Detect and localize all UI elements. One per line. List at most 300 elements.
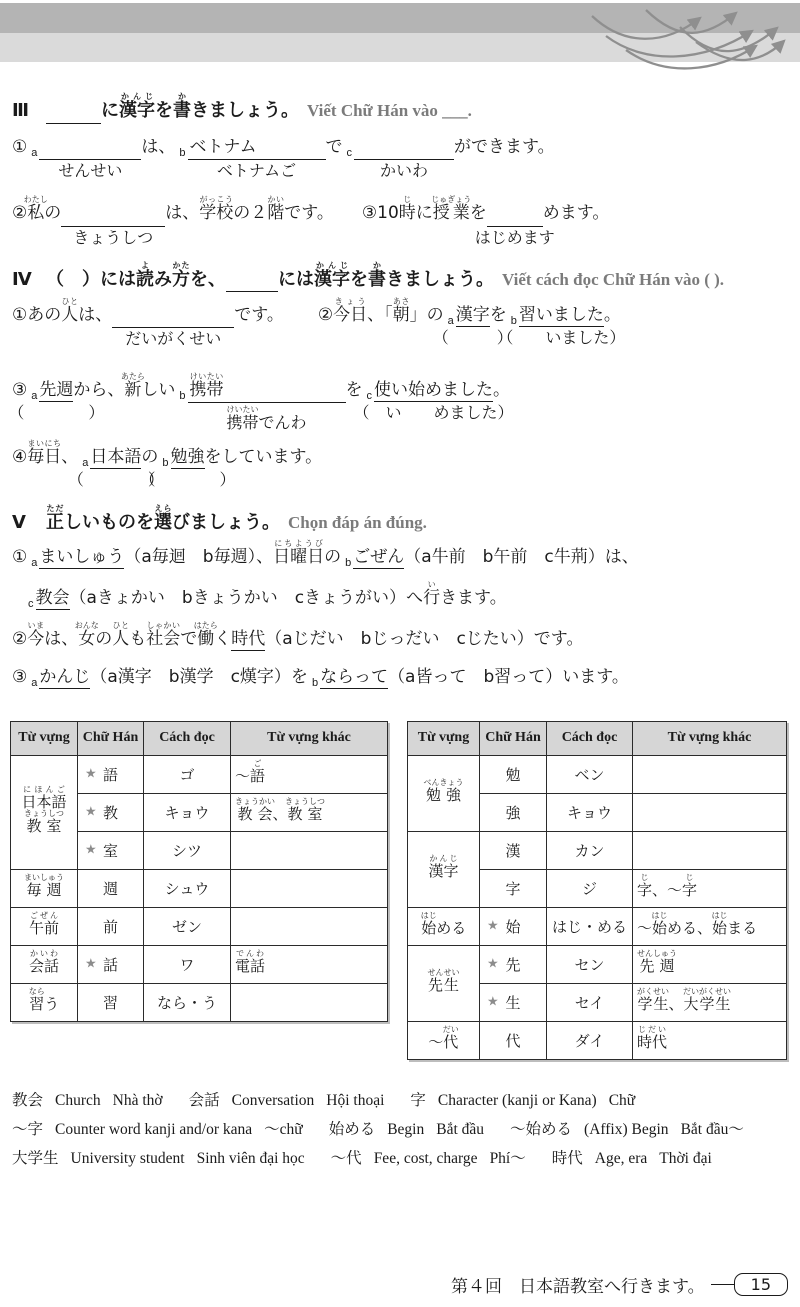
table-header-row xyxy=(408,721,787,755)
page-header-band xyxy=(0,0,800,62)
text-run: まいしゅう xyxy=(39,547,125,568)
kanji-cell: ★ 先 xyxy=(480,945,547,983)
answer-hint: （ ） xyxy=(432,328,513,348)
text-run: ② xyxy=(317,305,334,326)
text-run: ごぜん xyxy=(353,547,405,568)
item-letter: c xyxy=(346,146,352,159)
reading-cell: ワ xyxy=(144,945,231,983)
furigana: けいたい xyxy=(226,405,259,415)
section-subtitle-vietnamese: Chọn đáp án đúng. xyxy=(288,513,427,533)
fill-in-blank xyxy=(226,269,278,293)
text-run: の xyxy=(141,446,159,467)
text-run: きましょう。 xyxy=(386,268,494,290)
vocab-word-cell xyxy=(408,907,480,945)
kanji-cell: ★ 始 xyxy=(480,907,547,945)
column-header: Từ vựng xyxy=(11,721,78,755)
section-header xyxy=(12,88,788,124)
text-run: ② xyxy=(12,203,28,224)
section-subtitle-vietnamese: Viết Chữ Hán vào ___. xyxy=(307,101,472,120)
star-icon: ★ xyxy=(487,956,499,972)
furigana: はたら xyxy=(193,620,218,630)
footer-dash xyxy=(711,1284,735,1285)
text-run: の２ xyxy=(233,203,268,224)
kanji-cell: ★ 生 xyxy=(480,983,547,1021)
kanji-cell: ★ 教 xyxy=(78,793,144,831)
text-run: ④ xyxy=(12,446,28,467)
ruby-text: 階かい xyxy=(267,195,285,224)
other-vocab-cell xyxy=(633,1021,787,1059)
ruby-text: 読よ xyxy=(136,260,154,290)
ruby-text: 正ただ xyxy=(46,504,64,534)
furigana: ひと xyxy=(61,297,79,307)
ruby-text: 日曜日にちようび xyxy=(273,539,325,568)
ruby-text: 漢字かんじ xyxy=(314,260,350,290)
text-run: きます。 xyxy=(440,587,507,608)
glossary-line xyxy=(12,1146,788,1168)
ruby-text: 始はじ xyxy=(711,911,728,938)
text-run: 、 xyxy=(668,995,684,1014)
furigana: かんじ xyxy=(119,92,155,101)
glossary-term-jp: ～始める xyxy=(510,1119,573,1138)
other-vocab-cell xyxy=(633,869,787,907)
text-run: ①あの xyxy=(12,305,62,326)
ruby-text: 先週せんしゅう xyxy=(637,949,677,976)
ruby-text: 今日きょう xyxy=(333,297,368,326)
furigana: せんしゅう xyxy=(637,949,677,959)
text-run: は、 xyxy=(44,628,79,649)
underlined-answer xyxy=(36,588,70,610)
ruby-text: 代だい xyxy=(442,1024,459,1051)
furigana: ただ xyxy=(46,504,64,514)
text-run: （aじだい bじっだい cじたい）です。 xyxy=(265,628,584,649)
vocab-word-cell xyxy=(408,755,480,831)
table-row xyxy=(408,945,787,983)
exercise-line xyxy=(12,534,788,571)
glossary-entry xyxy=(510,1120,744,1138)
ruby-text: 女おんな xyxy=(74,620,99,649)
glossary-entry xyxy=(12,1149,305,1167)
section-numeral: Ⅴ xyxy=(12,512,26,534)
other-vocab-cell xyxy=(231,983,388,1021)
furigana: なら xyxy=(28,986,45,996)
glossary-term-jp: 字 xyxy=(410,1090,426,1109)
ruby-text: 時じ xyxy=(398,195,416,224)
glossary-term-en: Counter word kanji and/or kana xyxy=(55,1120,253,1138)
glossary-entry xyxy=(329,1120,484,1138)
text-run: ～ xyxy=(235,767,251,786)
text-run: 、 xyxy=(61,446,79,467)
item-letter: b xyxy=(311,676,319,689)
column-header: Từ vựng khác xyxy=(231,721,388,755)
glossary-line xyxy=(12,1117,788,1139)
column-header: Từ vựng khác xyxy=(633,721,787,755)
underlined-answer xyxy=(497,305,626,348)
glossary-line xyxy=(12,1088,788,1110)
glossary-term-vi: Chữ xyxy=(608,1091,636,1109)
fill-in-blank xyxy=(39,137,141,180)
text-run: 日本語 xyxy=(90,446,142,467)
glossary-entry xyxy=(12,1120,303,1138)
section-numeral: Ⅳ xyxy=(12,268,32,290)
text-run: （a皆って b習って）います。 xyxy=(388,666,629,687)
text-run: めます。 xyxy=(542,203,610,224)
furigana: ひと xyxy=(112,620,130,630)
text-run: ～ xyxy=(637,919,653,938)
underlined-answer xyxy=(39,547,124,569)
section-numeral: Ⅲ xyxy=(12,100,30,121)
reading-cell: ゼン xyxy=(144,907,231,945)
reading-cell: セン xyxy=(547,945,633,983)
furigana: まいにち xyxy=(27,438,62,448)
column-header: Chữ Hán xyxy=(78,721,144,755)
ruby-text: 人ひと xyxy=(61,297,79,326)
text-run: は、 xyxy=(165,203,200,224)
furigana: じ xyxy=(682,873,698,883)
item-letter: b xyxy=(162,456,169,469)
ruby-text: 書か xyxy=(368,260,386,290)
ruby-text: 教室きょうしつ xyxy=(285,797,326,824)
kanji-cell: 漢 xyxy=(480,831,547,869)
section-title xyxy=(46,260,494,290)
text-run: ならって xyxy=(320,666,389,687)
glossary-term-jp: 始める xyxy=(328,1119,376,1138)
column-header: Chữ Hán xyxy=(480,721,547,755)
text-run: かんじ xyxy=(39,666,91,687)
vocab-word-cell xyxy=(11,945,78,983)
furigana: がっこう xyxy=(199,195,234,205)
vocab-word-cell xyxy=(11,983,78,1021)
furigana: かいわ xyxy=(28,948,59,958)
glossary-term-vi: Sinh viên đại học xyxy=(196,1149,305,1167)
reading-cell: ベン xyxy=(547,755,633,793)
item-letter: b xyxy=(179,389,186,402)
section-iii xyxy=(12,88,788,247)
furigana: せんせい xyxy=(427,967,460,977)
ruby-text: 会話かいわ xyxy=(28,948,59,975)
furigana: いま xyxy=(27,620,45,630)
reading-cell: キョウ xyxy=(144,793,231,831)
reading-cell: ゴ xyxy=(144,755,231,793)
item-letter: c xyxy=(366,389,372,402)
table-row xyxy=(11,983,388,1021)
text-run: 」の xyxy=(409,305,444,326)
exercise-line xyxy=(12,575,788,612)
column-header: Cách đọc xyxy=(547,721,633,755)
star-icon: ★ xyxy=(487,994,499,1010)
glossary-term-vi: Bắt đầu～ xyxy=(680,1120,744,1138)
text-run: ③ xyxy=(12,666,28,687)
table-row xyxy=(408,907,787,945)
ruby-text: 選えら xyxy=(154,504,172,534)
text-run: も xyxy=(129,628,147,649)
glossary-term-jp: 時代 xyxy=(551,1148,583,1167)
reading-cell: カン xyxy=(547,831,633,869)
ruby-text: 携帯けいたい xyxy=(189,371,224,400)
furigana: だいがくせい xyxy=(683,987,732,997)
furigana: べんきょう xyxy=(423,777,464,787)
ruby-text: 働はたら xyxy=(193,620,218,649)
reading-cell: ダイ xyxy=(547,1021,633,1059)
ruby-text: 学校がっこう xyxy=(199,195,234,224)
other-vocab-cell xyxy=(633,945,787,983)
answer-hint: （ ） xyxy=(67,469,164,489)
item-letter: b xyxy=(345,557,352,570)
star-icon: ★ xyxy=(85,956,97,972)
blank-hint: だいがくせい xyxy=(125,329,222,349)
furigana: けいたい xyxy=(189,371,224,381)
ruby-text: 始はじ xyxy=(651,911,668,938)
furigana: にちようび xyxy=(273,539,325,549)
text-run: を xyxy=(345,379,363,400)
kanji-cell: 週 xyxy=(78,869,144,907)
ruby-text: 携帯けいたい xyxy=(226,405,259,433)
text-run: く xyxy=(214,628,232,649)
lesson-title: 第４回 日本語教室へ行きます。 xyxy=(451,1277,705,1297)
furigana: きょうしつ xyxy=(285,797,326,807)
furigana: でんわ xyxy=(235,949,266,959)
glossary-term-jp: ～字 xyxy=(12,1119,44,1138)
ruby-text: 午前ごぜん xyxy=(28,910,59,937)
text-run: 使い始めました xyxy=(374,379,493,400)
furigana: おんな xyxy=(74,620,99,630)
ruby-text: 今いま xyxy=(27,620,45,649)
kanji-cell: ★ 話 xyxy=(78,945,144,983)
glossary-term-jp: ～代 xyxy=(330,1148,362,1167)
table-row xyxy=(11,869,388,907)
item-letter: a xyxy=(31,389,38,402)
section-title xyxy=(46,92,299,121)
glossary-term-vi: Bắt đầu xyxy=(436,1120,485,1138)
ruby-text: 語ご xyxy=(250,759,266,786)
glossary-term-vi: ～chữ xyxy=(264,1120,303,1138)
furigana: かんじ xyxy=(428,853,459,863)
glossary xyxy=(0,1088,800,1168)
other-vocab-cell xyxy=(231,945,388,983)
fill-in-blank xyxy=(112,305,234,349)
text-run: には xyxy=(278,268,314,290)
ruby-text: 漢字かんじ xyxy=(119,92,155,121)
glossary-entry xyxy=(189,1091,385,1109)
text-run: ③10 xyxy=(361,203,399,224)
furigana: はじ xyxy=(420,910,437,920)
furigana: じ xyxy=(398,195,416,205)
vocab-word-cell xyxy=(11,869,78,907)
kanji-cell: 代 xyxy=(480,1021,547,1059)
furigana: かんじ xyxy=(314,260,350,270)
ruby-text: 学生がくせい xyxy=(637,987,669,1014)
ruby-text: 教室きょうしつ xyxy=(24,808,64,835)
text-run: きましょう。 xyxy=(191,100,299,121)
glossary-term-vi: Hội thoại xyxy=(326,1091,385,1109)
furigana: あさ xyxy=(392,297,410,307)
vocab-word-cell xyxy=(408,945,480,1021)
table-row xyxy=(408,831,787,869)
column-header: Cách đọc xyxy=(144,721,231,755)
other-vocab-cell xyxy=(633,983,787,1021)
furigana: はじ xyxy=(651,911,668,921)
ruby-text: 時代じだい xyxy=(637,1025,668,1052)
text-run: を xyxy=(469,203,487,224)
underlined-answer xyxy=(353,547,404,569)
text-run: ができます。 xyxy=(454,136,555,157)
text-run: です。 xyxy=(284,203,334,224)
text-run: （a漢字 b漢学 c熯字）を xyxy=(90,666,308,687)
furigana: あたら xyxy=(120,371,145,381)
text-run: は、 xyxy=(141,136,176,157)
furigana: よ xyxy=(136,260,154,270)
table-row xyxy=(408,1021,787,1059)
blank-hint: ベトナムご xyxy=(216,160,297,180)
table-row xyxy=(11,907,388,945)
text-run: から、 xyxy=(73,379,125,400)
glossary-entry xyxy=(552,1149,712,1167)
text-run: まる xyxy=(727,919,758,938)
furigana: い xyxy=(423,579,441,589)
ruby-text: 始はじ xyxy=(420,910,437,937)
underlined-answer xyxy=(353,379,514,422)
ruby-text: 新あたら xyxy=(120,371,145,400)
glossary-term-en: Conversation xyxy=(231,1091,315,1109)
furigana: じ xyxy=(637,873,652,883)
furigana: きょう xyxy=(333,297,368,307)
table-row xyxy=(11,945,388,983)
star-icon: ★ xyxy=(85,804,97,820)
text-run: う xyxy=(44,994,60,1013)
kanji-cell: 前 xyxy=(78,907,144,945)
other-vocab-cell xyxy=(231,793,388,831)
text-run: を、 xyxy=(190,268,226,290)
ruby-text: 毎週まいしゅう xyxy=(24,872,64,899)
ruby-text: 授業じゅぎょう xyxy=(431,195,472,224)
vocab-tables xyxy=(0,721,800,1060)
header-arrows-decoration xyxy=(584,2,794,74)
item-letter: a xyxy=(31,557,38,570)
text-run: で xyxy=(180,628,198,649)
glossary-term-vi: Nhà thờ xyxy=(112,1091,163,1109)
text-run: （a牛前 b午前 c牛荊）は、 xyxy=(404,547,639,568)
reading-cell: なら・う xyxy=(144,983,231,1021)
furigana: じだい xyxy=(637,1025,668,1035)
other-vocab-cell xyxy=(231,831,388,869)
text-run: 教会 xyxy=(35,587,70,608)
text-run: で xyxy=(325,136,343,157)
glossary-term-en: Begin xyxy=(387,1120,425,1138)
item-letter: a xyxy=(31,676,38,689)
other-vocab-cell xyxy=(633,755,787,793)
exercise-line xyxy=(12,124,788,180)
item-letter: a xyxy=(447,315,454,328)
ruby-text: 日本語にほんご xyxy=(21,784,67,811)
answer-hint: （ ） xyxy=(8,402,105,422)
text-run: を xyxy=(350,268,368,290)
ruby-text: 教会きょうかい xyxy=(235,797,275,824)
answer-hint: （ い めました） xyxy=(353,402,514,422)
underlined-answer xyxy=(231,629,265,651)
reading-cell: キョウ xyxy=(547,793,633,831)
star-icon: ★ xyxy=(85,766,97,782)
text-run: ② xyxy=(12,628,28,649)
fill-in-blank xyxy=(188,136,326,180)
kanji-cell: 習 xyxy=(78,983,144,1021)
text-run: ③ xyxy=(12,379,28,400)
text-run: びましょう。 xyxy=(172,512,280,534)
glossary-entry xyxy=(410,1091,635,1109)
exercise-line xyxy=(12,434,788,489)
section-iv xyxy=(8,257,788,489)
column-header: Từ vựng xyxy=(408,721,480,755)
item-letter: a xyxy=(82,456,89,469)
ruby-text: 習なら xyxy=(28,986,45,1013)
glossary-term-en: Character (kanji or Kana) xyxy=(437,1091,597,1109)
ruby-text: 方かた xyxy=(172,260,190,290)
text-run: 、「 xyxy=(367,305,393,326)
kanji-cell: 勉 xyxy=(480,755,547,793)
ruby-text: 私わたし xyxy=(23,195,48,224)
ruby-text: 漢字かんじ xyxy=(428,853,459,880)
underlined-answer xyxy=(67,446,164,489)
text-run: を xyxy=(489,305,507,326)
blank-hint: はじめます xyxy=(474,227,555,247)
text-run: 。 xyxy=(603,305,621,326)
text-run: める、 xyxy=(667,919,713,938)
text-run: 習いました xyxy=(518,305,604,326)
vocab-word-cell xyxy=(408,831,480,907)
answer-hint: （ いました） xyxy=(497,328,626,348)
text-run: 。 xyxy=(493,379,510,400)
underlined-answer xyxy=(139,446,236,489)
table-row xyxy=(11,755,388,793)
star-icon: ★ xyxy=(85,842,97,858)
reading-cell: セイ xyxy=(547,983,633,1021)
text-run: 勉強 xyxy=(170,446,205,467)
underlined-answer xyxy=(39,667,90,689)
glossary-term-en: (Affix) Begin xyxy=(584,1120,669,1138)
text-run: しいものを xyxy=(64,512,154,534)
blank-hint: せんせい xyxy=(58,160,123,180)
furigana: か xyxy=(368,260,386,270)
vocab-table-right xyxy=(407,721,787,1060)
kanji-cell: ★ 室 xyxy=(78,831,144,869)
glossary-term-en: Church xyxy=(55,1091,101,1109)
other-vocab-cell xyxy=(633,793,787,831)
text-run: の xyxy=(324,547,342,568)
fill-in-blank xyxy=(354,137,454,180)
ruby-text: 朝あさ xyxy=(392,297,410,326)
glossary-entry xyxy=(331,1149,526,1167)
blank-hint: かいわ xyxy=(379,160,429,180)
text-run: 時代 xyxy=(231,628,266,649)
text-run: は、 xyxy=(78,305,113,326)
section-header xyxy=(12,500,788,534)
text-run: （a毎迴 b毎週）、 xyxy=(124,547,274,568)
item-letter: c xyxy=(28,597,34,610)
exercise-line xyxy=(12,654,788,691)
text-run: 、～ xyxy=(652,881,683,900)
exercise-line xyxy=(8,359,788,433)
text-run: ① xyxy=(12,136,28,157)
glossary-term-jp: 会話 xyxy=(188,1090,220,1109)
furigana: かた xyxy=(172,260,190,270)
text-run: める xyxy=(436,918,467,937)
other-vocab-cell xyxy=(231,755,388,793)
text-run: ベトナム xyxy=(189,136,257,157)
furigana: しゃかい xyxy=(146,620,181,630)
text-run: を xyxy=(155,100,173,121)
ruby-text: 電話でんわ xyxy=(235,949,266,976)
glossary-term-vi: Phí～ xyxy=(489,1149,526,1167)
furigana: じゅぎょう xyxy=(431,195,472,205)
fill-in-blank xyxy=(61,203,165,247)
